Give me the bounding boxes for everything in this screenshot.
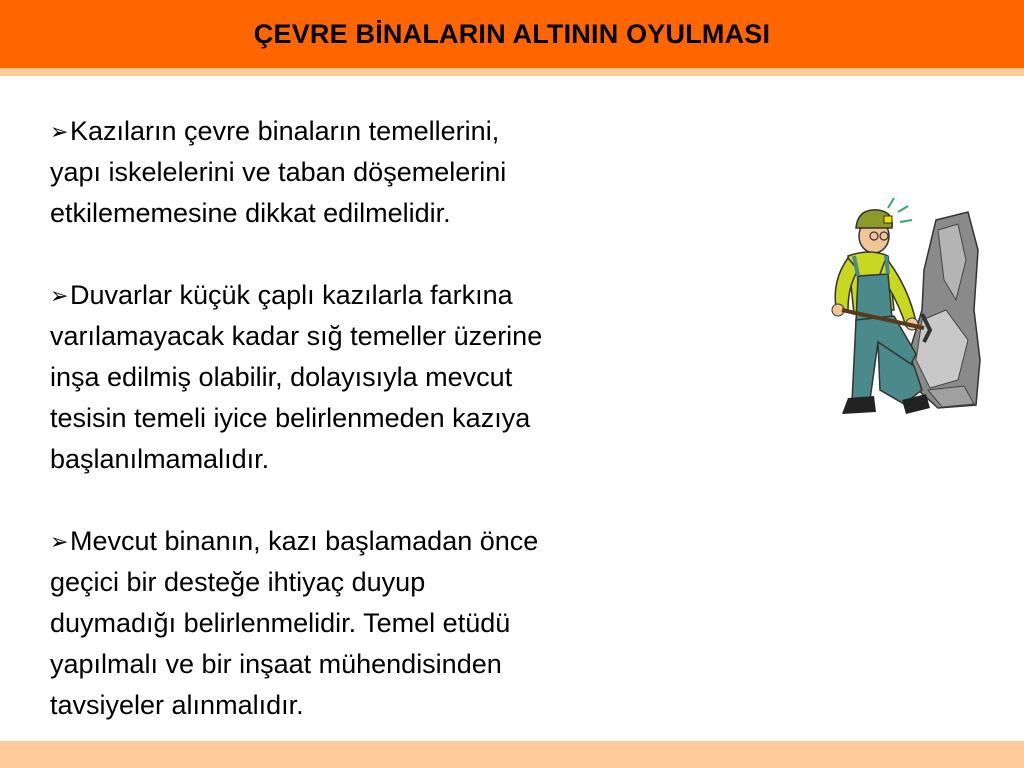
bullet-3-line-4: yapılmalı ve bir inşaat mühendisinden: [50, 649, 502, 679]
arrow-bullet-icon: ➢: [50, 283, 69, 308]
bullet-item-2: [50, 275, 690, 480]
bullet-2-line-5: başlanılmamalıdır.: [50, 444, 270, 474]
bottom-bar: [0, 741, 1024, 768]
bullet-1-line-2: yapı iskelelerini ve taban döşemelerini: [50, 157, 507, 187]
bullet-2-line-2: varılamayacak kadar sığ temeller üzerine: [50, 321, 543, 351]
bullet-3-line-3: duymadığı belirlenmelidir. Temel etüdü: [50, 608, 511, 638]
title-underline: [0, 68, 1024, 76]
bullet-2-line-3: inşa edilmiş olabilir, dolayısıyla mevcut: [50, 362, 513, 392]
arrow-bullet-icon: ➢: [50, 529, 69, 554]
bullet-item-3: [50, 521, 690, 726]
miner-with-pickaxe-icon: [818, 190, 983, 425]
bullet-3-line-2: geçici bir desteğe ihtiyaç duyup: [50, 567, 426, 597]
bullet-3-line-5: tavsiyeler alınmalıdır.: [50, 690, 304, 720]
arrow-bullet-icon: ➢: [50, 119, 69, 144]
slide-title: ÇEVRE BİNALARIN ALTININ OYULMASI: [253, 18, 771, 49]
bullet-3-line-1: Mevcut binanın, kazı başlamadan önce: [70, 526, 539, 556]
bullet-list: [50, 111, 690, 726]
bullet-1-line-1: Kazıların çevre binaların temellerini,: [70, 116, 500, 146]
miner-illustration: [818, 190, 983, 425]
bullet-1-line-3: etkilememesine dikkat edilmelidir.: [50, 198, 451, 228]
title-bar: [0, 0, 1024, 68]
bullet-item-1: [50, 111, 690, 234]
bullet-2-line-4: tesisin temeli iyice belirlenmeden kazıya: [50, 403, 531, 433]
bullet-2-line-1: Duvarlar küçük çaplı kazılarla farkına: [70, 280, 513, 310]
